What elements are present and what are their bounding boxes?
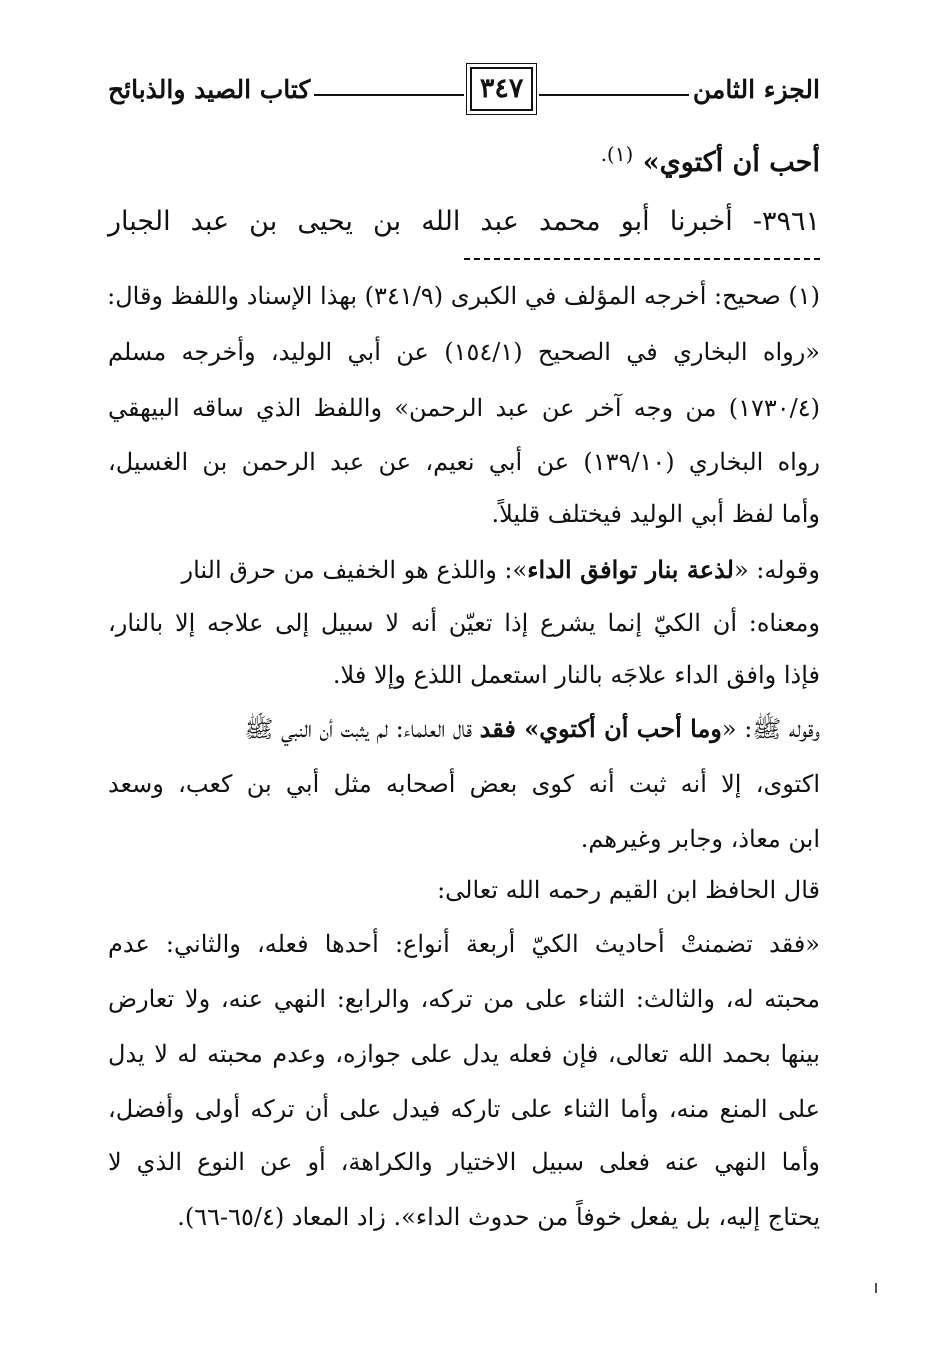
hadith-ending: أحب أن أكتوي» — [633, 147, 820, 178]
footnote-line-11: ابن معاذ، وجابر وغيرهم. — [580, 825, 820, 853]
footnote-line-14: محبته له، والثالث: الثناء على من تركه، والرابع: النهي عنه، ولا تعارض — [108, 985, 820, 1013]
footnote-line-6 — [108, 555, 820, 584]
scholars-statement: قال العلماء: لم يثبت أن النبي ﷺ — [244, 715, 480, 743]
main-text-line-1 — [601, 142, 820, 178]
footnote-line-17: وأما النهي عنه فعلى سبيل الاختيار والكراهة، أو عن النوع الذي لا — [108, 1148, 820, 1176]
quoted-phrase-2: وما أحب أن أكتوي» فقد — [479, 714, 722, 743]
footnote-line-1: (١) صحيح: أخرجه المؤلف في الكبرى (٣٤١/٩) بهذا الإسناد واللفظ وقال: — [107, 282, 820, 310]
header-rule-right — [539, 94, 689, 96]
quote-intro: وقوله: « — [733, 556, 820, 584]
footnote-line-10: اكتوى، إلا أنه ثبت أنه كوى بعض أصحابه مثل أبي بن كعب، وسعد — [108, 770, 820, 798]
footnote-line-9 — [108, 714, 820, 749]
volume-label: الجزء الثامن — [692, 74, 820, 104]
footnote-line-4: رواه البخاري (١٣٩/١٠) عن أبي نعيم، عن عبد الرحمن بن الغسيل، — [108, 448, 820, 476]
main-text-line-2: ٣٩٦١- أخبرنا أبو محمد عبد الله بن يحيى بن عبد الجبار — [108, 206, 820, 237]
footnote-line-2: «رواه البخاري في الصحيح (١٥٤/١) عن أبي الوليد، وأخرجه مسلم — [108, 338, 820, 366]
quote-explanation: »: واللذع هو الخفيف من حرق النار — [181, 556, 528, 584]
quoted-phrase: لذعة بنار توافق الداء — [527, 555, 734, 584]
footnote-ref: (١). — [600, 142, 634, 166]
header-rule-left — [314, 94, 464, 96]
footnote-line-12: قال الحافظ ابن القيم رحمه الله تعالى: — [437, 876, 820, 904]
footnote-line-16: على المنع منه، وأما الثناء على تاركه فيدل على أن تركه أولى وأفضل، — [108, 1095, 820, 1123]
footnote-line-7: ومعناه: أن الكيّ إنما يشرع إذا تعيّن أنه لا سبيل إلى علاجه إلا بالنار، — [108, 609, 820, 637]
running-header — [108, 62, 820, 116]
footnote-line-13: «فقد تضمنتْ أحاديث الكيّ أربعة أنواع: أحدها فعله، والثاني: عدم — [108, 930, 820, 958]
footnote-divider — [464, 258, 820, 260]
footnote-line-5: وأما لفظ أبي الوليد فيختلف قليلاً. — [491, 500, 820, 528]
page-number: ٣٤٧ — [470, 67, 534, 111]
footnote-line-8: فإذا وافق الداء علاجَه بالنار استعمل اللذع وإلا فلا. — [332, 661, 820, 689]
footnote-line-15: بينها بحمد الله تعالى، فإن فعله يدل على جوازه، وعدم محبته له لا يدل — [108, 1040, 820, 1068]
chapter-label: كتاب الصيد والذبائح — [108, 74, 311, 104]
quote-intro-2: وقوله ﷺ: « — [721, 715, 820, 743]
footnote-line-18: يحتاج إليه، بل يفعل خوفاً من حدوث الداء». زاد المعاد (٦٥/٤-٦٦). — [177, 1203, 820, 1231]
scan-mark — [875, 1283, 877, 1293]
footnote-line-3: (١٧٣٠/٤) من وجه آخر عن عبد الرحمن» واللفظ الذي ساقه البيهقي — [108, 394, 820, 422]
